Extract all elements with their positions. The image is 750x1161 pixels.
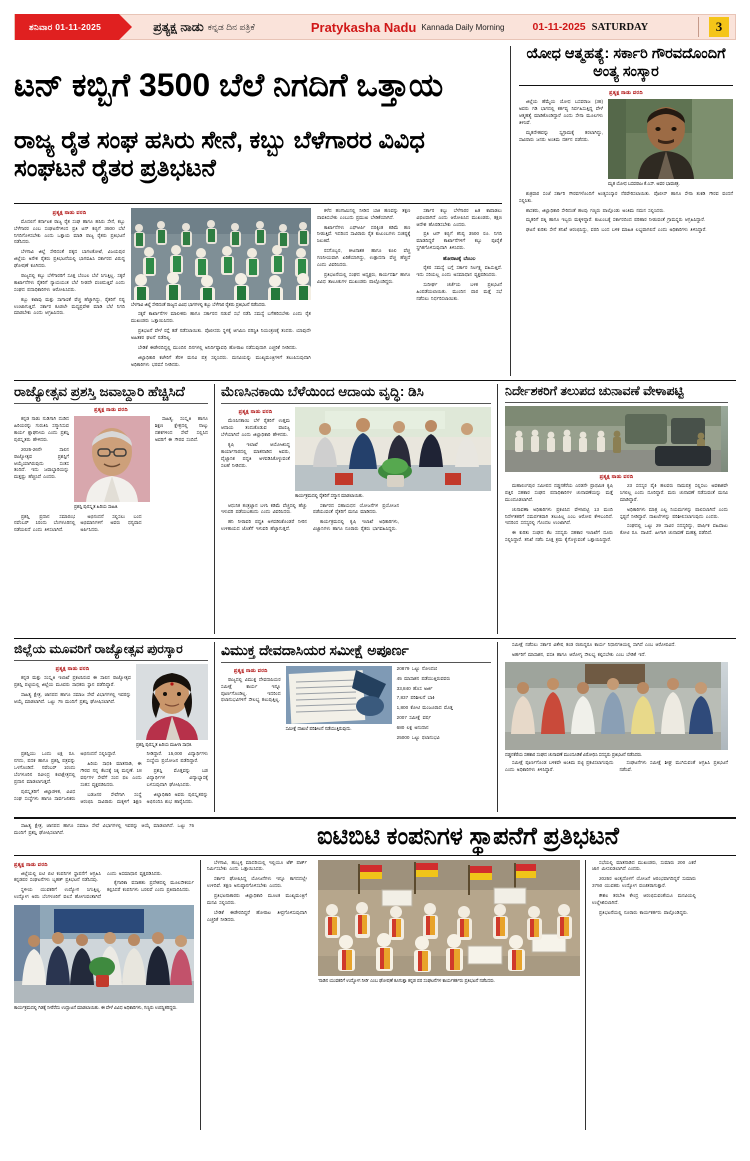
banner-protest-graphic bbox=[318, 860, 580, 976]
stat-value: 20879 bbox=[396, 665, 410, 671]
district-award-body-text bbox=[14, 751, 208, 808]
paragraph: ಮೃತದೇಹವನ್ನು ಸ್ವಗ್ರಾಮಕ್ಕೆ ತರಲಾಗಿದ್ದು, ಸಾವಿರಾರು ಜನರು ಅಂತಿಮ ದರ್ಶನ ಪಡೆದರು. bbox=[519, 129, 603, 142]
award-byline: ಪ್ರತ್ಯಕ್ಷ ನಾಡು ವರದಿ bbox=[94, 407, 128, 414]
schedule-group-photo bbox=[505, 662, 728, 750]
banner-headline: ಐಟಿಬಿಟಿ ಕಂಪನಿಗಳ ಸ್ಥಾಪನೆಗೆ ಪ್ರತಿಭಟನೆ bbox=[317, 823, 619, 850]
paragraph: ಕನ್ನಡ ಮತ್ತು ಸಂಸ್ಕೃತಿ ಇಲಾಖೆ ಪ್ರಕಟಿಸಿರುವ ಈ ಸಾಲಿನ ರಾಜ್ಯೋತ್ಸವ ಪ್ರಶಸ್ತಿ ಪಟ್ಟಿಯಲ್ಲಿ ಜಿಲ್ಲೆಯ ಮೂವರು ಸಾಧಕರು ಸ್ಥಾನ ಪಡೆದಿದ್ದಾರೆ. bbox=[14, 675, 131, 687]
devadasi-right-text bbox=[505, 642, 728, 659]
banner-col1-text bbox=[14, 871, 194, 902]
devadasi-document-photo bbox=[286, 666, 392, 724]
chilli-byline: ಪ್ರತ್ಯಕ್ಷ ನಾಡು ವರದಿ bbox=[238, 409, 273, 416]
banner-protest-caption: 'ನಾಡಿನ ಯುವಕರಿಗೆ ಉದ್ಯೋಗ ನೀಡಿ' ಎಂಬ ಘೋಷಣೆ ಕೂಗುತ್ತಾ ಕನ್ನಡ ಪರ ಸಂಘಟನೆಗಳ ಕಾರ್ಯಕರ್ತರು ಪ್ರತಿಭಟನೆ ನಡೆಸಿದರು. bbox=[318, 977, 496, 983]
banner-rule-top bbox=[14, 817, 736, 819]
third-band-rule bbox=[14, 638, 736, 639]
masthead-title-kannada: ಪ್ರತ್ಯಕ್ಷ ನಾಡು bbox=[153, 19, 204, 34]
paragraph: ಮೃತರಿಗೆ ಪತ್ನಿ ಹಾಗೂ ಇಬ್ಬರು ಮಕ್ಕಳಿದ್ದಾರೆ. ಕುಟುಂಬಕ್ಕೆ ಸರ್ಕಾರದಿಂದ ಪರಿಹಾರ ನೀಡುವಂತೆ ಗ್ರಾಮಸ್ಥರು ಆಗ್ರಹಿಸಿದ್ದಾರೆ. bbox=[526, 217, 706, 223]
chilli-photo-wrap bbox=[295, 407, 491, 499]
stat-label: ಮಂಜೂರಾದ ಮೊತ್ತ bbox=[422, 705, 453, 711]
soldier-column-2 bbox=[608, 99, 733, 187]
soldier-portrait-graphic bbox=[608, 99, 733, 179]
banner-col2-text bbox=[207, 860, 307, 924]
award-portrait-graphic bbox=[74, 416, 150, 502]
paragraph: ಸಮೀಕ್ಷೆ ಪೂರ್ಣಗೊಂಡ ಬಳಿಕವೇ ಅಂತಿಮ ಪಟ್ಟಿ ಪ್ರಕಟಿಸಲಾಗುವುದು ಎಂದು ಅಧಿಕಾರಿಗಳು ತಿಳಿಸಿದ್ದಾರೆ. bbox=[505, 760, 614, 773]
paragraph: ಆಧುನಿಕ ತಂತ್ರಜ್ಞಾನ ಬಳಸಿ ಕಡಿಮೆ ವೆಚ್ಚದಲ್ಲಿ ಹೆಚ್ಚು ಇಳುವರಿ ಪಡೆಯಬಹುದು ಎಂದು ವಿವರಿಸಿದರು. bbox=[221, 502, 307, 515]
paragraph: ಕನ್ನಡ ನಾಡು ನುಡಿಗಾಗಿ ದುಡಿದ ಹಿರಿಯರನ್ನು ಗುರುತಿಸಿ ಸನ್ಮಾನಿಸುವ ಕಾರ್ಯ ಶ್ಲಾಘನೀಯ ಎಂದು ಪ್ರಶಸ್ತಿ ಪುರಸ್ಕೃತರು ಹೇಳಿದರು. bbox=[14, 416, 69, 442]
banner-col4-text bbox=[592, 860, 696, 917]
paragraph: ಕಾರ್ಯಕ್ರಮದಲ್ಲಿ ಕೃಷಿ ಇಲಾಖೆ ಅಧಿಕಾರಿಗಳು, ವಿಜ್ಞಾನಿಗಳು ಹಾಗೂ ನೂರಾರು ರೈತರು ಭಾಗವಹಿಸಿದ್ದರು. bbox=[313, 519, 399, 532]
devadasi-story bbox=[215, 642, 497, 812]
award-photo-caption: ಪ್ರಶಸ್ತಿ ಪುರಸ್ಕೃತ ಹಿರಿಯ ಸಾಹಿತಿ. bbox=[73, 504, 119, 510]
soldier-column-1 bbox=[519, 99, 603, 187]
chilli-rule bbox=[221, 403, 491, 404]
lead-headline: ಟನ್ ಕಬ್ಬಿಗೆ 3500 ಬೆಲೆ ನಿಗದಿಗೆ ಒತ್ತಾಯ bbox=[14, 67, 444, 104]
devadasi-column-1 bbox=[221, 666, 281, 745]
soldier-story bbox=[511, 46, 733, 376]
banner-hall-caption: ಕಾರ್ಯಕ್ರಮದಲ್ಲಿ ಗಿಡಕ್ಕೆ ನೀರೆರೆದು ಉದ್ಘಾಟನೆ ಮಾಡಲಾಯಿತು. ಈ ವೇಳೆ ವಿವಿಧ ಅಧಿಕಾರಿಗಳು, ಗಣ್ಯರು ಉಪಸ್ಥಿತರಿದ್ದರು. bbox=[14, 1005, 178, 1011]
stat-label: ಅನುದಾನ bbox=[414, 725, 429, 731]
paragraph: ಮೊದಲಿಗೆ ಕರ್ನಾಟಕ ರಾಜ್ಯ ರೈತ ಸಂಘ ಹಾಗೂ ಹಸಿರು ಸೇನೆ, ಕಬ್ಬು ಬೆಳೆಗಾರರ ಎಂಬ ಸಂಘಟನೆಗಳಿಂದ ಪ್ರತಿ ಟನ್ ಕಬ್ಬಿಗೆ 3500 ಬೆಲೆ ನಿಗದಿಗೊಳಿಸಬೇಕು ಎಂದು ಒತ್ತಾಯ ಮಾಡಿ ರಾಜ್ಯ ರೈತರು ಪ್ರತಿಭಟನೆ ನಡೆಸಿದರು. bbox=[14, 218, 125, 245]
stat-row bbox=[397, 725, 491, 732]
stat-label: ಪರಿಶೀಲನೆ ಬಾಕಿ bbox=[410, 695, 435, 701]
paragraph: ಬೇಡಿಕೆ ಈಡೇರದಿದ್ದಲ್ಲಿ ಮುಂದಿನ ದಿನಗಳಲ್ಲಿ ಅನಿರ್ದಿಷ್ಟಾವಧಿ ಹೋರಾಟ ನಡೆಸುವುದಾಗಿ ಎಚ್ಚರಿಕೆ ನೀಡಿದರು. bbox=[137, 344, 298, 350]
lead-subhead: ರಾಜ್ಯ ರೈತ ಸಂಘ ಹಸಿರು ಸೇನೆ, ಕಬ್ಬು ಬೆಳೆಗಾರರ ವಿವಿಧ ಸಂಘಟನೆ ರೈತರ ಪ್ರತಿಭಟನೆ bbox=[14, 126, 425, 182]
schedule-group-caption: ದಡ್ಡನಕೆರೆಯ ಸಹಕಾರ ಸಂಘದ ಚುನಾವಣೆ ಮುಂದೂಡಿಕೆ ವಿರೋಧಿಸಿ ಸದಸ್ಯರು ಪ್ರತಿಭಟನೆ ನಡೆಸಿದರು. bbox=[505, 751, 643, 757]
paragraph: ಜಿಲ್ಲಾಧಿಕಾರಿ ಅವರು ಪುರಸ್ಕೃತರನ್ನು ಅಭಿನಂದಿಸಿ ಶುಭ ಹಾರೈಸಿದರು. bbox=[146, 791, 208, 804]
paragraph: ಜಿಲ್ಲೆಯಲ್ಲಿ ಐಟಿ ಬಿಟಿ ಕಂಪನಿಗಳ ಸ್ಥಾಪನೆಗೆ ಆಗ್ರಹಿಸಿ ಕನ್ನಡಪರ ಸಂಘಟನೆಗಳು ಬೃಹತ್ ಪ್ರತಿಭಟನೆ ನಡೆಸಿದವು. bbox=[14, 870, 101, 883]
masthead-day: SATURDAY bbox=[591, 21, 649, 33]
stat-row bbox=[397, 715, 491, 722]
stat-value: 25000 bbox=[396, 735, 410, 741]
lead-photo-farmers-protest bbox=[131, 208, 311, 300]
page-number-badge: 3 bbox=[709, 17, 729, 37]
lead-col1-text bbox=[14, 219, 125, 318]
stat-label: ಮಾಸಾಶನ ಪಡೆಯುತ್ತಿರುವವರು bbox=[404, 675, 451, 681]
paragraph: ಪ್ರಶಸ್ತಿ ಪ್ರದಾನ ಸಮಾರಂಭ ನವೆಂಬರ್ 1ರಂದು ಬೆಂಗಳೂರಿನಲ್ಲಿ ನಡೆಯಲಿದೆ ಎಂದು ತಿಳಿಸಲಾಗಿದೆ. bbox=[14, 513, 76, 533]
banner-protest-photo-wrap bbox=[313, 860, 585, 1130]
banner-story-column-1 bbox=[14, 860, 200, 1130]
paragraph: ರಾಜ್ಯದಲ್ಲಿ ವಿಮುಕ್ತ ದೇವದಾಸಿಯರ ಸಮೀಕ್ಷೆ ಕಾರ್ಯ ಇನ್ನೂ ಪೂರ್ಣಗೊಂಡಿಲ್ಲ. ಇದರಿಂದ ಫಲಾನುಭವಿಗಳಿಗೆ ಸೌಲಭ್ಯ ತಲುಪುತ್ತಿಲ್ಲ. bbox=[221, 676, 281, 703]
schedule-street-graphic bbox=[505, 406, 721, 472]
devadasi-photo-wrap bbox=[286, 666, 392, 745]
banner-hall-graphic bbox=[14, 905, 194, 1003]
paragraph: 2025-26ನೇ ಸಾಲಿನ ರಾಜ್ಯೋತ್ಸವ ಪ್ರಶಸ್ತಿಗೆ ಆಯ್ಕೆಯಾಗಿರುವುದು ಸಂತಸ ತಂದಿದೆ. ಇದು ಜವಾಬ್ದಾರಿಯನ್ನು ಮತ್ತಷ್ಟು ಹೆಚ್ಚಿಸಿದೆ ಎಂದರು. bbox=[14, 446, 69, 480]
district-award-portrait-wrap bbox=[136, 664, 208, 748]
schedule-continuation bbox=[498, 642, 728, 812]
banner-column-1 bbox=[14, 823, 200, 851]
masthead-date-flag bbox=[15, 14, 119, 40]
district-award-headline: ಜಿಲ್ಲೆಯ ಮೂವರಿಗೆ ರಾಜ್ಯೋತ್ಸವ ಪುರಸ್ಕಾರ bbox=[14, 642, 183, 656]
paragraph: ಬಡಜನರ ಸೇವೆಗಾಗಿ ಸಂಸ್ಥೆ ಆರಂಭಿಸಿ ಸಾವಿರಾರು ಮಕ್ಕಳಿಗೆ ಶಿಕ್ಷಣ ನೀಡಿದ್ದಾರೆ. 15,000 ವಿದ್ಯಾರ್ಥಿಗಳು ಸಂಸ್ಥೆಯ ಪ್ರಯೋಜನ ಪಡೆದಿದ್ದಾರೆ. bbox=[80, 751, 208, 804]
stat-row bbox=[397, 686, 491, 693]
schedule-byline: ಪ್ರತ್ಯಕ್ಷ ನಾಡು ವರದಿ bbox=[599, 474, 634, 480]
paragraph: ಕಬ್ಬು ಕಟಾವು ಮತ್ತು ಸಾಗಾಣಿಕೆ ವೆಚ್ಚ ಹೆಚ್ಚಾಗಿದ್ದು, ರೈತರಿಗೆ ನಷ್ಟ ಉಂಟಾಗುತ್ತಿದೆ. ಸರ್ಕಾರ ಕೂಡಲೇ ಮಧ್ಯಪ್ರವೇಶ ಮಾಡಿ ಬೆಲೆ ನಿಗದಿ ಮಾಡಬೇಕು ಎಂದು ಆಗ್ರಹಿಸಿದರು. bbox=[14, 296, 125, 316]
paragraph: ಸಮೀಕ್ಷೆ ನಡೆಸಲು ಸರ್ಕಾರ ವಿಶೇಷ ತಂಡ ರಚಿಸಿದ್ದರೂ ಕಾರ್ಯ ನಿಧಾನಗತಿಯಲ್ಲಿ ಸಾಗಿದೆ ಎಂಬ ಆರೋಪವಿದೆ. bbox=[512, 642, 676, 647]
banner-hall-photo bbox=[14, 905, 194, 1003]
schedule-headline: ನಿರ್ದೇಶಕರಿಗೆ ತಲುಪದ ಚುನಾವಣೆ ವೇಳಾಪಟ್ಟಿ bbox=[505, 384, 684, 398]
lead-photo-graphic bbox=[131, 208, 311, 300]
chilli-ceremony-graphic bbox=[295, 407, 491, 491]
paragraph: ಶಾಸಕರು, ಜಿಲ್ಲಾಧಿಕಾರಿ ಸೇರಿದಂತೆ ಹಲವು ಗಣ್ಯರು ಪಾಲ್ಗೊಂಡು ಅಂತಿಮ ನಮನ ಸಲ್ಲಿಸಿದರು. bbox=[526, 207, 665, 213]
banner-rule-bottom bbox=[14, 855, 736, 856]
paragraph: ಹನಿ ನೀರಾವರಿ ಪದ್ಧತಿ ಅಳವಡಿಸಿಕೊಂಡರೆ ನೀರಿನ ಉಳಿತಾಯದ ಜೊತೆಗೆ ಇಳುವರಿ ಹೆಚ್ಚಾಗುತ್ತದೆ. bbox=[221, 519, 307, 532]
paragraph: ಸಂಘದಲ್ಲಿ ಒಟ್ಟು 29 ಸಾವಿರ ಸದಸ್ಯರಿದ್ದು, ವಾರ್ಷಿಕ ವಹಿವಾಟು ಕೋಟಿ ರೂ. ದಾಟಿದೆ. ಹೀಗಾಗಿ ಚುನಾವಣೆ ಮಹತ್ವ ಪಡೆದಿದೆ. bbox=[620, 523, 728, 536]
paragraph: ಸರ್ಕಾರ ಕಬ್ಬು ಬೆಳೆಗಾರರ ಹಿತ ಕಾಪಾಡಲು ವಿಫಲವಾಗಿದೆ ಎಂದು ಆರೋಪಿಸಿದ ಮುಖಂಡರು, ತಕ್ಷಣ ಆದೇಶ ಹೊರಡಿಸಬೇಕು ಎಂದರು. bbox=[416, 207, 502, 227]
paragraph: ಜಿಲ್ಲಾಧಿಕಾರಿ ಕಚೇರಿಗೆ ತೆರಳಿ ಮನವಿ ಪತ್ರ ಸಲ್ಲಿಸಿದರು. ಮನವಿಯನ್ನು ಮುಖ್ಯಮಂತ್ರಿಗಳಿಗೆ ತಲುಪಿಸುವುದಾಗಿ ಅಧಿಕಾರಿಗಳು ಭರವಸೆ ನೀಡಿದರು. bbox=[130, 354, 311, 367]
devadasi-right-text-2 bbox=[505, 760, 728, 777]
chilli-headline: ಮೆಣಸಿನಕಾಯಿ ಬೆಳೆಯಿಂದ ಆದಾಯ ವೃದ್ಧಿ: ಡಿಸಿ bbox=[221, 384, 424, 399]
stat-value: 45 bbox=[396, 675, 402, 681]
devadasi-rule bbox=[221, 662, 491, 663]
chilli-column-1 bbox=[221, 407, 290, 499]
stat-value: 680 ಲಕ್ಷ bbox=[396, 725, 413, 731]
devadasi-headline: ವಿಮುಕ್ತ ದೇವದಾಸಿಯರ ಸಮೀಕ್ಷೆ ಅಪೂರ್ಣ bbox=[221, 642, 409, 658]
paragraph: 23 ಸದಸ್ಯರ ಪೈಕಿ ಹಲವರು ನಾಮಪತ್ರ ಸಲ್ಲಿಸಲು ಅವಕಾಶವೇ ಸಿಗಲಿಲ್ಲ ಎಂದು ದೂರಿದ್ದಾರೆ. ಮರು ಚುನಾವಣೆ ನಡೆಸುವಂತೆ ಮನವಿ ಮಾಡಿದ್ದಾರೆ. bbox=[620, 483, 728, 502]
paragraph: ಪ್ರತಿಭಟನಾಕಾರರು ಜಿಲ್ಲಾಧಿಕಾರಿ ಮೂಲಕ ಮುಖ್ಯಮಂತ್ರಿಗೆ ಮನವಿ ಸಲ್ಲಿಸಿದರು. bbox=[207, 893, 307, 906]
schedule-story bbox=[498, 384, 728, 634]
soldier-portrait-photo bbox=[608, 99, 733, 179]
paragraph: 2025ರ ಅಂತ್ಯದೊಳಗೆ ಯೋಜನೆ ಆರಂಭವಾಗದಿದ್ದರೆ ಸುಮಾರು 3750 ಯುವಕರು ಉದ್ಯೋಗ ವಂಚಿತರಾಗುತ್ತಾರೆ. bbox=[592, 876, 696, 889]
stat-row bbox=[397, 695, 491, 702]
paragraph: ಸಂಘಟನೆಗಳು ಸಮೀಕ್ಷೆ ಶೀಘ್ರ ಮುಗಿಸುವಂತೆ ಆಗ್ರಹಿಸಿ ಪ್ರತಿಭಟನೆ ನಡೆಸಿವೆ. bbox=[619, 760, 728, 773]
district-award-portrait-graphic bbox=[136, 664, 208, 740]
paragraph: ಸಭೆಯಲ್ಲಿ ಮಾತನಾಡಿದ ಮುಖಂಡರು, ಸುಮಾರು 200 ಎಕರೆ ಜಾಗ ಮೀಸಲಿಡಲಾಗಿದೆ ಎಂದರು. bbox=[592, 859, 696, 872]
devadasi-stats bbox=[397, 666, 491, 745]
stat-value: 7,837 bbox=[396, 695, 409, 701]
paragraph: ಹಿರಿಯ ಸಾಧಕಿ ಮಾತನಾಡಿ, ಈ ಗೌರವ ನನ್ನ ಕೆಲಸಕ್ಕೆ ಸಿಕ್ಕ ಮನ್ನಣೆ. 18 ವರ್ಷಗಳ ಸೇವೆಗೆ ಸಂದ ಫಲ ಎಂದು ಸಂತಸ ವ್ಯಕ್ತಪಡಿಸಿದರು. bbox=[80, 761, 142, 787]
lead-byline: ಪ್ರತ್ಯಕ್ಷ ನಾಡು ವರದಿ bbox=[52, 209, 87, 216]
schedule-rule bbox=[505, 402, 728, 403]
masthead-divider bbox=[698, 17, 699, 37]
masthead-date-kannada: ಶನಿವಾರ 01-11-2025 bbox=[29, 21, 102, 32]
paragraph: ಪುರಸ್ಕೃತರಿಗೆ ಜಿಲ್ಲಾಡಳಿತ, ವಿವಿಧ ಸಂಘ ಸಂಸ್ಥೆಗಳು ಹಾಗೂ ಸಾರ್ವಜನಿಕರು ಅಭಿನಂದನೆ ಸಲ್ಲಿಸಿದ್ದಾರೆ. bbox=[14, 751, 117, 801]
lead-col4-text bbox=[416, 208, 502, 303]
soldier-byline: ಪ್ರತ್ಯಕ್ಷ ನಾಡು ವರದಿ bbox=[609, 90, 643, 97]
banner-byline: ಪ್ರತ್ಯಕ್ಷ ನಾಡು ವರದಿ bbox=[14, 861, 48, 868]
paragraph: ಘಟನೆ ಕುರಿತು ಸೇನೆ ತನಿಖೆ ಆರಂಭಿಸಿದ್ದು, ವರದಿ ಬಂದ ಬಳಿಕ ಮಾಹಿತಿ ಲಭ್ಯವಾಗಲಿದೆ ಎಂದು ಅಧಿಕಾರಿಗಳು ತಿಳಿಸಿದ್ದಾರೆ. bbox=[526, 227, 707, 233]
paragraph: ಸಕ್ಕರೆ ಕಾರ್ಖಾನೆಗಳ ಮಾಲೀಕರು ಹಾಗೂ ಸರ್ಕಾರದ ನಡುವೆ ಸಭೆ ನಡೆಸಿ ಸಮಸ್ಯೆ ಬಗೆಹರಿಸಬೇಕು ಎಂದು ರೈತ ಮುಖಂಡರು ಒತ್ತಾಯಿಸಿದರು. bbox=[130, 311, 311, 324]
chilli-photo-caption: ಕಾರ್ಯಕ್ರಮದಲ್ಲಿ ರೈತರಿಗೆ ಸನ್ಮಾನ ಮಾಡಲಾಯಿತು. bbox=[295, 493, 364, 499]
chilli-story bbox=[215, 384, 497, 634]
paragraph: ಕೌಶಲ ತರಬೇತಿ ಕೇಂದ್ರ ಆರಂಭಿಸುವಂತೆಯೂ ಮನವಿಯಲ್ಲಿ ಉಲ್ಲೇಖಿಸಲಾಗಿದೆ. bbox=[592, 893, 696, 906]
stat-label: ಹೊಸ ಅರ್ಜಿ bbox=[413, 685, 433, 691]
paragraph: ಕೃಷಿ ಇಲಾಖೆ ಆಯೋಜಿಸಿದ್ದ ಕಾರ್ಯಾಗಾರದಲ್ಲಿ ಮಾತನಾಡಿದ ಅವರು, ವೈಜ್ಞಾನಿಕ ಪದ್ಧತಿ ಅಳವಡಿಸಿಕೊಳ್ಳುವಂತೆ ಸಲಹೆ ನೀಡಿದರು. bbox=[221, 441, 290, 468]
district-award-story bbox=[14, 642, 214, 812]
paragraph: ಈ ಕುರಿತು ಸಂಘದ ಕೆಲ ಸದಸ್ಯರು ಸಹಕಾರ ಇಲಾಖೆಗೆ ದೂರು ಸಲ್ಲಿಸಿದ್ದಾರೆ. ತನಿಖೆ ನಡೆಸಿ ಸೂಕ್ತ ಕ್ರಮ ಕೈಗೊಳ್ಳುವಂತೆ ಒತ್ತಾಯಿಸಿದ್ದಾರೆ. bbox=[505, 530, 613, 543]
award-rule bbox=[14, 403, 208, 404]
lead-column-1 bbox=[14, 208, 125, 372]
district-award-portrait-photo bbox=[136, 664, 208, 740]
award-headline: ರಾಜ್ಯೋತ್ಸವ ಪ್ರಶಸ್ತಿ ಜವಾಬ್ದಾರಿ ಹೆಚ್ಚಿಸಿದೆ bbox=[14, 384, 185, 399]
award-portrait-photo bbox=[74, 416, 150, 502]
paragraph: ಪ್ರತಿಭಟನೆಯಲ್ಲಿ ನೂರಾರು ಕಾರ್ಯಕರ್ತರು ಪಾಲ್ಗೊಂಡಿದ್ದರು. bbox=[599, 909, 689, 915]
stat-value: 33,840 bbox=[396, 685, 411, 691]
stat-row bbox=[397, 676, 491, 683]
mid-band-rule-top bbox=[14, 380, 736, 381]
chilli-body-text bbox=[221, 503, 491, 534]
district-award-column-1 bbox=[14, 664, 131, 748]
paragraph: ಜಿಲ್ಲೆಯ ಹೆಮ್ಮೆಯ ಯೋಧ ಬಸವರಾಜ (38) ಅವರು ಗಡಿ ಭಾಗದಲ್ಲಿ ಕರ್ತವ್ಯ ನಿರ್ವಹಿಸುತ್ತಿದ್ದ ವೇಳೆ ಆತ್ಮಹತ್ಯೆ ಮಾಡಿಕೊಂಡಿದ್ದಾರೆ ಎಂದು ಸೇನಾ ಮೂಲಗಳು ತಿಳಿಸಿವೆ. bbox=[519, 99, 603, 126]
paragraph: ರಾಜ್ಯದಲ್ಲಿ ಕಬ್ಬು ಬೆಳೆಗಾರರಿಗೆ ಸೂಕ್ತ ಬೆಂಬಲ ಬೆಲೆ ಸಿಗುತ್ತಿಲ್ಲ. ಸಕ್ಕರೆ ಕಾರ್ಖಾನೆಗಳು ರೈತರಿಗೆ ನ್ಯಾಯಯುತ ಬೆಲೆ ನೀಡದೇ ವಂಚಿಸುತ್ತಿವೆ ಎಂದು ಸಂಘದ ಪದಾಧಿಕಾರಿಗಳು ಆರೋಪಿಸಿದರು. bbox=[14, 273, 125, 292]
lead-column-2 bbox=[131, 208, 311, 372]
stat-label: ಸಮೀಕ್ಷೆ ವರ್ಷ bbox=[409, 715, 432, 721]
paragraph: ಪ್ರಶಸ್ತಿಯು ಒಂದು ಲಕ್ಷ ರೂ. ನಗದು, ಪದಕ ಹಾಗೂ ಪ್ರಶಸ್ತಿ ಪತ್ರವನ್ನು ಒಳಗೊಂಡಿದೆ. ನವೆಂಬರ್ 1ರಂದು ಬೆಂಗಳೂರಿನ ರವೀಂದ್ರ ಕಲಾಕ್ಷೇತ್ರದಲ್ಲಿ ಪ್ರದಾನ ಮಾಡಲಾಗುತ್ತದೆ. bbox=[14, 751, 76, 784]
masthead-subtitle-kannada: ಕನ್ನಡ ದಿನ ಪತ್ರಿಕೆ bbox=[207, 21, 255, 32]
banner-story-column-4 bbox=[586, 860, 696, 1130]
paragraph: ಶುಕ್ರವಾರ ಸಂಜೆ ಸರ್ಕಾರಿ ಗೌರವಗಳೊಂದಿಗೆ ಅಂತ್ಯಸಂಸ್ಕಾರ ನೆರವೇರಿಸಲಾಯಿತು. ಪೊಲೀಸ್ ಹಾಗೂ ಸೇನಾ ತುಕಡಿ ಗೌರವ ವಂದನೆ ಸಲ್ಲಿಸಿತು. bbox=[519, 190, 733, 203]
lead-column-3 bbox=[317, 208, 410, 372]
lead-column-4 bbox=[416, 208, 502, 372]
paragraph: ಅಭಿನಂದನೆ ಸಲ್ಲಿಸಲು ಬಂದ ಅಭಿಮಾನಿಗಳಿಗೆ ಅವರು ಧನ್ಯವಾದ ಅರ್ಪಿಸಿದರು. bbox=[80, 513, 142, 533]
lead-story bbox=[14, 46, 510, 376]
stat-row bbox=[397, 735, 491, 742]
newspaper-page bbox=[0, 14, 750, 1161]
paragraph: ಬೆಳಗಾವಿ, ಹುಬ್ಬಳ್ಳಿ ಮಾದರಿಯಲ್ಲಿ ಇಲ್ಲಿಯೂ ಟೆಕ್ ಪಾರ್ಕ್ ನಿರ್ಮಿಸಬೇಕು ಎಂದು ಒತ್ತಾಯಿಸಿದರು. bbox=[207, 859, 307, 872]
devadasi-document-graphic bbox=[286, 666, 392, 724]
paragraph: ಮೆಣಸಿನಕಾಯಿ ಬೆಳೆ ರೈತರಿಗೆ ಉತ್ತಮ ಆದಾಯ ತಂದುಕೊಡುವ ವಾಣಿಜ್ಯ ಬೆಳೆಯಾಗಿದೆ ಎಂದು ಜಿಲ್ಲಾಧಿಕಾರಿ ಹೇಳಿದರು. bbox=[221, 418, 290, 437]
award-body-text bbox=[14, 514, 208, 535]
devadasi-byline: ಪ್ರತ್ಯಕ್ಷ ನಾಡು ವರದಿ bbox=[233, 667, 268, 674]
stat-row bbox=[397, 705, 491, 712]
soldier-photo-caption: ಮೃತ ಯೋಧ ಬಸವರಾಜ ಕೆ.ಎಸ್. ಅವರ ಭಾವಚಿತ್ರ. bbox=[608, 181, 680, 187]
paragraph: ಪ್ರತಿ ಟನ್ ಕಬ್ಬಿಗೆ ಕನಿಷ್ಠ 3500 ರೂ. ನಿಗದಿ ಮಾಡದಿದ್ದರೆ ಕಾರ್ಖಾನೆಗಳಿಗೆ ಕಬ್ಬು ಪೂರೈಕೆ ಸ್ಥಗಿತಗೊಳಿಸುವುದಾಗಿ ತಿಳಿಸಿದರು. bbox=[416, 231, 502, 251]
district-award-byline: ಪ್ರತ್ಯಕ್ಷ ನಾಡು ವರದಿ bbox=[55, 666, 90, 672]
paragraph: ಕಾರ್ಖಾನೆಗಳು ಎಫ್ಆರ್ಪಿ ದರಕ್ಕಿಂತ ಕಡಿಮೆ ಹಣ ನೀಡುತ್ತಿವೆ. ಇದರಿಂದ ಸಾವಿರಾರು ರೈತ ಕುಟುಂಬಗಳು ಸಂಕಷ್ಟಕ್ಕೆ ಸಿಲುಕಿವೆ. bbox=[316, 224, 411, 244]
paragraph: ಸರ್ಕಾರದ ಸಹಾಯಧನ ಯೋಜನೆಗಳ ಪ್ರಯೋಜನ ಪಡೆಯುವಂತೆ ರೈತರಿಗೆ ಮನವಿ ಮಾಡಿದರು. bbox=[313, 502, 399, 515]
award-story bbox=[14, 384, 214, 634]
lead-col2-text bbox=[131, 311, 311, 368]
masthead bbox=[14, 14, 736, 40]
award-column-1 bbox=[14, 416, 69, 510]
paragraph: ಬೆಳಗಾವಿ ಜಿಲ್ಲೆ ಸೇರಿದಂತೆ ಪಕ್ಕದ ಬಾಗಲಕೋಟೆ, ವಿಜಯಪುರ ಜಿಲ್ಲೆಯ ಅನೇಕ ರೈತರು ಪ್ರತಿಭಟನೆಯಲ್ಲಿ ಭಾಗವಹಿಸಿ ಸರ್ಕಾರದ ವಿರುದ್ಧ ಘೋಷಣೆ ಕೂಗಿದರು. bbox=[14, 249, 125, 269]
lead-subsection-head: ಹೋರಾಟಕ್ಕೆ ಬೆಂಬಲ bbox=[442, 257, 476, 263]
banner-headline-wrap bbox=[200, 823, 736, 851]
stat-label: ಒಟ್ಟು ನೋಂದಣಿ bbox=[411, 665, 438, 671]
schedule-street-photo bbox=[505, 406, 728, 472]
paragraph: ಅಧಿಕಾರಿಗಳು ಮಾತ್ರ ಎಲ್ಲ ನಿಯಮಗಳನ್ನು ಪಾಲಿಸಲಾಗಿದೆ ಎಂದು ಸ್ಪಷ್ಟನೆ ನೀಡಿದ್ದಾರೆ. ದಾಖಲೆಗಳನ್ನು ಪರಿಶೀಲಿಸಲಾಗುವುದು ಎಂದರು. bbox=[620, 506, 728, 519]
paragraph: ಸಾಹಿತ್ಯ ಕ್ಷೇತ್ರ, ಜಾನಪದ ಹಾಗೂ ಸಮಾಜ ಸೇವೆ ವಿಭಾಗಗಳಲ್ಲಿ ಇವರನ್ನು ಆಯ್ಕೆ ಮಾಡಲಾಗಿದೆ. ಒಟ್ಟು 75 ಮಂದಿಗೆ ಪ್ರಶಸ್ತಿ ಘೋಷಿಸಲಾಗಿದೆ. bbox=[14, 691, 131, 704]
chilli-ceremony-photo bbox=[295, 407, 491, 491]
banner-story-column-2 bbox=[201, 860, 313, 1130]
lead-photo-caption: ಬೆಳಗಾವಿ ಜಿಲ್ಲೆ ಸೇರಿದಂತೆ ರಾಜ್ಯದ ವಿವಿಧ ಭಾಗಗಳಲ್ಲಿ ಕಬ್ಬು ಬೆಳೆಗಾರ ರೈತರು ಪ್ರತಿಭಟನೆ ನಡೆಸಿದರು. bbox=[130, 301, 267, 307]
paragraph: ಕೈಗಾರಿಕಾ ವಸಾಹತು ಪ್ರದೇಶದಲ್ಲಿ ಮೂಲಸೌಕರ್ಯ ಕಲ್ಪಿಸಿದರೆ ಕಂಪನಿಗಳು ಬರಲಿವೆ ಎಂದು ಪ್ರತಿಪಾದಿಸಿದರು. bbox=[107, 880, 194, 893]
paragraph: ರಸಗೊಬ್ಬರ, ಕೀಟನಾಶಕ ಹಾಗೂ ಕೂಲಿ ವೆಚ್ಚ ಗಣನೀಯವಾಗಿ ಏರಿಕೆಯಾಗಿದ್ದು, ಉತ್ಪಾದನಾ ವೆಚ್ಚ ಹೆಚ್ಚಿದೆ ಎಂದು ವಿವರಿಸಿದರು. bbox=[316, 248, 411, 268]
award-portrait-wrap bbox=[74, 416, 150, 510]
lead-col3-text bbox=[317, 208, 410, 286]
paragraph: ಸುದೀರ್ಘ ಚರ್ಚೆಯ ಬಳಿಕ ಪ್ರತಿಭಟನೆ ಹಿಂಪಡೆಯಲಾಯಿತು. ಮುಂದಿನ ವಾರ ಮತ್ತೆ ಸಭೆ ನಡೆಸಲು ನಿರ್ಧರಿಸಲಾಯಿತು. bbox=[416, 282, 502, 301]
soldier-headline: ಯೋಧ ಆತ್ಮಹತ್ಯೆ: ಸರ್ಕಾರಿ ಗೌರವದೊಂದಿಗೆ ಅಂತ್ಯ ಸಂಸ್ಕಾರ bbox=[526, 46, 726, 80]
paragraph: ಚುನಾವಣಾ ಅಧಿಕಾರಿಗಳು ಪ್ರಕಟಿಸಿದ ವೇಳಾಪಟ್ಟಿ 13 ಮಂದಿ ನಿರ್ದೇಶಕರಿಗೆ ಸಮರ್ಪಕವಾಗಿ ತಲುಪಿಲ್ಲ ಎಂಬ ಆರೋಪ ಕೇಳಿಬಂದಿದೆ. ಇದರಿಂದ ಸದಸ್ಯರಲ್ಲಿ ಗೊಂದಲ ಉಂಟಾಗಿದೆ. bbox=[505, 506, 613, 526]
paragraph: ಪ್ರತಿಭಟನೆ ವೇಳೆ ರಸ್ತೆ ತಡೆ ನಡೆಸಲಾಯಿತು. ಪೊಲೀಸರು ಸ್ಥಳಕ್ಕೆ ಆಗಮಿಸಿ ಪರಿಸ್ಥಿತಿ ನಿಯಂತ್ರಣಕ್ಕೆ ತಂದರು. ಯಾವುದೇ ಅಹಿತಕರ ಘಟನೆ ನಡೆದಿಲ್ಲ. bbox=[130, 327, 311, 340]
award-column-3 bbox=[155, 416, 208, 510]
stat-value: 2007 bbox=[396, 715, 407, 721]
soldier-rule bbox=[519, 85, 733, 86]
paragraph: ಸಾಹಿತ್ಯ ಕ್ಷೇತ್ರ, ಜಾನಪದ ಹಾಗೂ ಸಮಾಜ ಸೇವೆ ವಿಭಾಗಗಳಲ್ಲಿ ಇವರನ್ನು ಆಯ್ಕೆ ಮಾಡಲಾಗಿದೆ. ಒಟ್ಟು 75 ಮಂದಿಗೆ ಪ್ರಶಸ್ತಿ ಘೋಷಿಸಲಾಗಿದೆ. bbox=[14, 823, 194, 835]
paragraph: ಸಾಹಿತ್ಯ, ಸಂಸ್ಕೃತಿ ಹಾಗೂ ಶಿಕ್ಷಣ ಕ್ಷೇತ್ರದಲ್ಲಿ ನಾಲ್ಕು ದಶಕಗಳಿಂದ ಸೇವೆ ಸಲ್ಲಿಸಿದ ಅವರಿಗೆ ಈ ಗೌರವ ಸಂದಿದೆ. bbox=[154, 416, 208, 442]
masthead-subtitle-english: Kannada Daily Morning bbox=[421, 22, 505, 32]
schedule-group-graphic bbox=[505, 662, 721, 750]
paragraph: ರೈತರ ಸಮಸ್ಯೆ ಬಗ್ಗೆ ಸರ್ಕಾರ ನಿರ್ಲಕ್ಷ್ಯ ವಹಿಸುತ್ತಿದೆ. ಇದು ಸರಿಯಲ್ಲ ಎಂದು ಅಸಮಾಧಾನ ವ್ಯಕ್ತಪಡಿಸಿದರು. bbox=[416, 265, 502, 278]
district-award-rule bbox=[14, 660, 208, 661]
paragraph: ಸರ್ಕಾರ ಘೋಷಿಸಿದ್ದ ಯೋಜನೆಗಳು ಇನ್ನೂ ಕಾಗದದಲ್ಲೇ ಉಳಿದಿವೆ. ತಕ್ಷಣ ಅನುಷ್ಠಾನಗೊಳಿಸಬೇಕು ಎಂದರು. bbox=[207, 876, 307, 889]
stat-label: ಒಟ್ಟು ಫಲಾನುಭವಿ bbox=[411, 735, 440, 741]
banner-col1-text-top bbox=[14, 823, 194, 837]
devadasi-photo-caption: ಸಮೀಕ್ಷೆ ದಾಖಲೆ ಪರಿಶೀಲನೆ ನಡೆಯುತ್ತಿರುವುದು. bbox=[285, 725, 352, 731]
stat-value: 1,800 ಕೋಟಿ bbox=[396, 705, 420, 711]
soldier-body-text bbox=[519, 191, 733, 234]
paragraph: ಪ್ರಶಸ್ತಿ ಮೊತ್ತವನ್ನು ಬಡ ವಿದ್ಯಾರ್ಥಿಗಳ ವಿದ್ಯಾಭ್ಯಾಸಕ್ಕೆ ಬಳಸುವುದಾಗಿ ಘೋಷಿಸಿದರು. bbox=[146, 768, 208, 787]
banner-protest-photo bbox=[318, 860, 580, 976]
masthead-date-english: 01-11-2025 bbox=[532, 21, 586, 33]
paragraph: ಅರ್ಹರಿಗೆ ಮಾಸಾಶನ, ವಸತಿ ಹಾಗೂ ಆರೋಗ್ಯ ಸೌಲಭ್ಯ ಕಲ್ಪಿಸಬೇಕು ಎಂಬ ಬೇಡಿಕೆ ಇದೆ. bbox=[512, 651, 646, 657]
paragraph: ಪ್ರತಿಭಟನೆಯಲ್ಲಿ ಸಂಘದ ಅಧ್ಯಕ್ಷರು, ಕಾರ್ಯದರ್ಶಿ ಹಾಗೂ ವಿವಿಧ ತಾಲೂಕುಗಳ ಮುಖಂಡರು ಪಾಲ್ಗೊಂಡಿದ್ದರು. bbox=[316, 271, 411, 284]
schedule-body-text bbox=[505, 483, 728, 544]
paragraph: ಸ್ಥಳೀಯ ಯುವಕರಿಗೆ ಉದ್ಯೋಗ ಸಿಗುತ್ತಿಲ್ಲ. ಉದ್ಯೋಗ ಅರಸಿ ಬೆಂಗಳೂರಿಗೆ ವಲಸೆ ಹೋಗುವಂತಾಗಿದೆ ಎಂದು ಅಸಮಾಧಾನ ವ್ಯಕ್ತಪಡಿಸಿದರು. bbox=[14, 870, 163, 900]
masthead-title-english: Pratykasha Nadu bbox=[310, 19, 417, 35]
stat-row bbox=[397, 666, 491, 673]
lead-rule bbox=[14, 203, 502, 204]
paragraph: ಬೇಡಿಕೆ ಈಡೇರದಿದ್ದರೆ ಹೋರಾಟ ತೀವ್ರಗೊಳಿಸುವುದಾಗಿ ಎಚ್ಚರಿಕೆ ನೀಡಿದರು. bbox=[207, 909, 307, 922]
paragraph: ಮಹಾಲಿಂಗಪುರ ಸಮೀಪದ ದಡ್ಡನಕೆರೆಯ ಎರಡನೇ ಪ್ರಾಥಮಿಕ ಕೃಷಿ ಪತ್ತಿನ ಸಹಕಾರ ಸಂಘದ ಪದಾಧಿಕಾರಿಗಳ ಚುನಾವಣೆಯನ್ನು ಮತ್ತೆ ಮುಂದೂಡಲಾಗಿದೆ. bbox=[505, 483, 613, 502]
district-award-photo-caption: ಪ್ರಶಸ್ತಿ ಪುರಸ್ಕೃತ ಹಿರಿಯ ಮಹಿಳಾ ಸಾಧಕಿ. bbox=[136, 742, 193, 747]
paragraph: ಕಳೆದ ಹಂಗಾಮಿನಲ್ಲಿ ನೀಡಿದ ಬಾಕಿ ಹಣವನ್ನು ತಕ್ಷಣ ಪಾವತಿಸಬೇಕು ಎಂಬುದು ಪ್ರಮುಖ ಬೇಡಿಕೆಯಾಗಿದೆ. bbox=[316, 207, 411, 220]
